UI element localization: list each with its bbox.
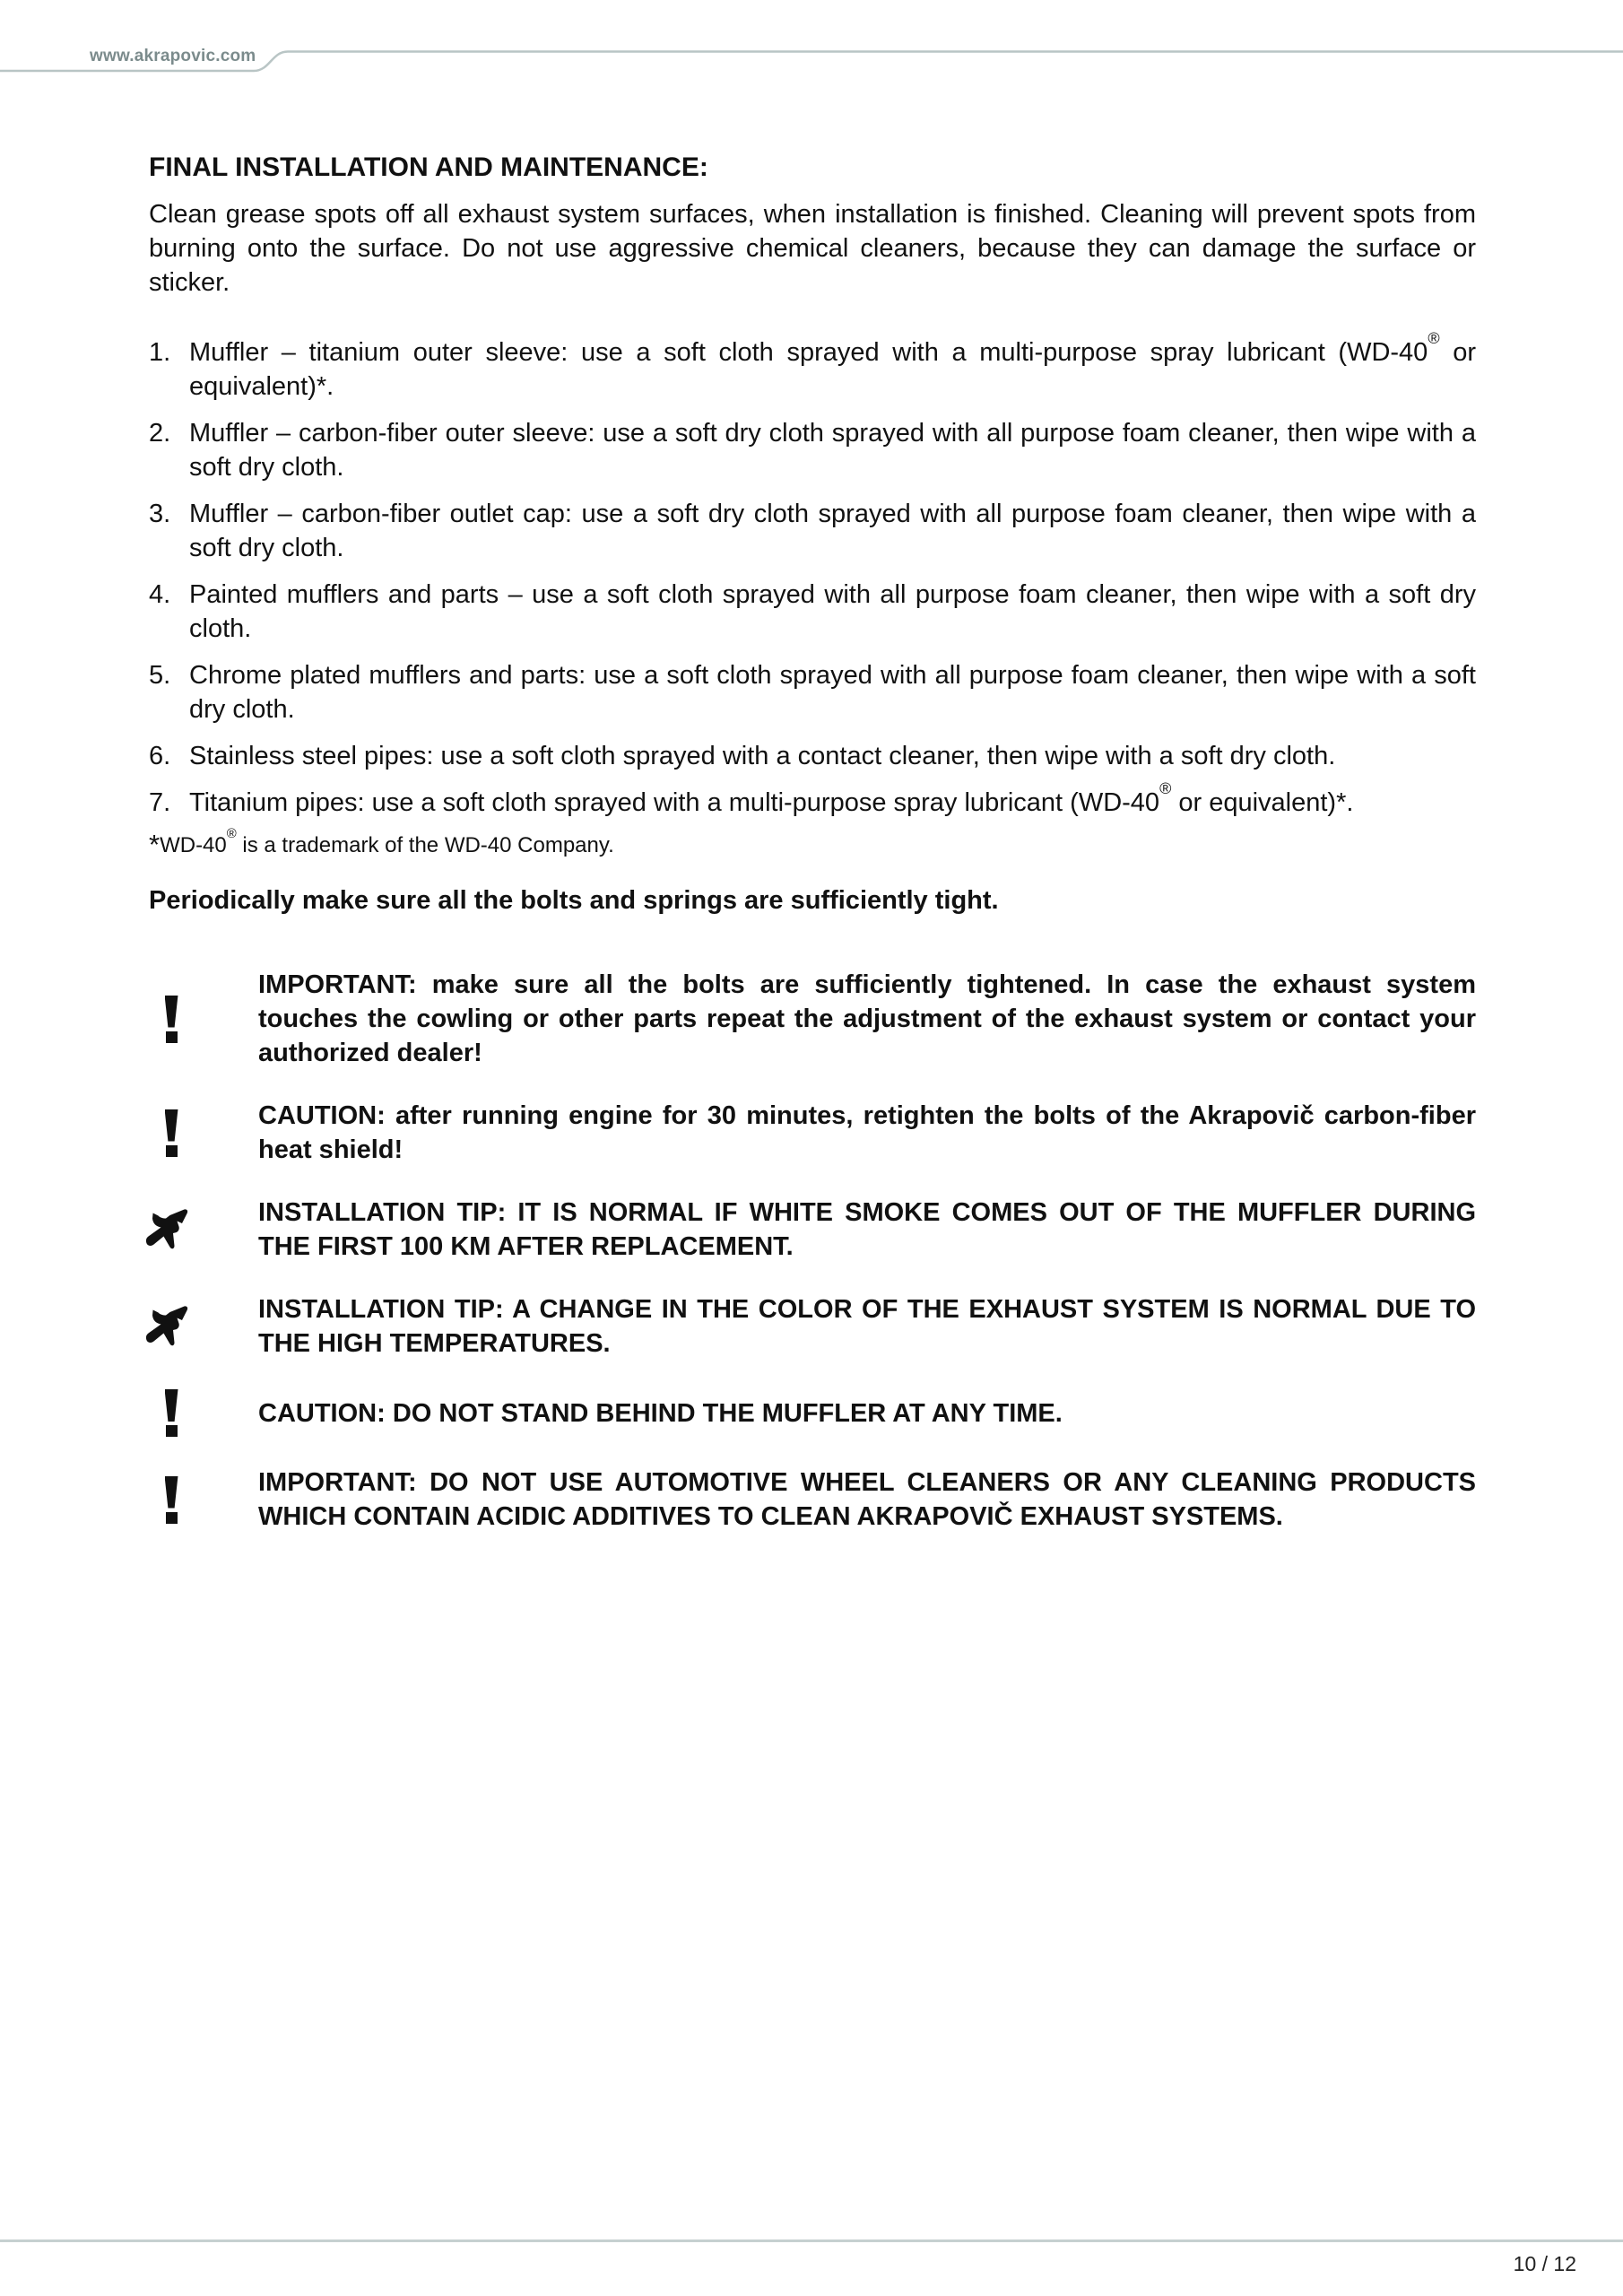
intro-paragraph: Clean grease spots off all exhaust system surfaces, when installation is finished. Cleaning will prevent spots from burning onto the surface. Do not use aggressive chemical cleaners, because they can damage the surface or sticker. bbox=[149, 200, 1476, 297]
page-content bbox=[149, 151, 1476, 1562]
tip-color-change bbox=[149, 1292, 1476, 1361]
list-item-text: Chrome plated mufflers and parts: use a soft cloth sprayed with all purpose foam cleaner, then wipe with a soft dry cloth. bbox=[189, 661, 1476, 724]
list-item bbox=[149, 658, 1476, 726]
warning-caution-behind-muffler bbox=[149, 1389, 1476, 1437]
list-item-text: Muffler – titanium outer sleeve: use a soft cloth sprayed with a multi-purpose spray lubricant (WD-40® or equivalent)*. bbox=[189, 329, 1476, 401]
section-title: FINAL INSTALLATION AND MAINTENANCE: bbox=[149, 152, 708, 182]
warning-caution-heatshield bbox=[149, 1099, 1476, 1167]
list-item bbox=[149, 416, 1476, 484]
asterisk: * bbox=[149, 829, 161, 860]
list-item-text: Painted mufflers and parts – use a soft cloth sprayed with all purpose foam cleaner, then wipe with a soft dry cloth. bbox=[189, 580, 1476, 643]
akrapovic-arrow-icon bbox=[145, 1208, 188, 1251]
warning-text: IMPORTANT: DO NOT USE AUTOMOTIVE WHEEL CLEANERS OR ANY CLEANING PRODUCTS WHICH CONTAIN ACIDIC ADDITIVES TO CLEAN AKRAPOVIČ EXHAUST SYSTEMS. bbox=[258, 1468, 1476, 1531]
list-item bbox=[149, 779, 1476, 820]
warning-text: CAUTION: DO NOT STAND BEHIND THE MUFFLER AT ANY TIME. bbox=[258, 1398, 1063, 1428]
list-item bbox=[149, 578, 1476, 646]
tip-text: INSTALLATION TIP: IT IS NORMAL IF WHITE SMOKE COMES OUT OF THE MUFFLER DURING THE FIRST 100 KM AFTER REPLACEMENT. bbox=[258, 1198, 1476, 1261]
page-number: 10 / 12 bbox=[1513, 2252, 1576, 2275]
list-item-text: Stainless steel pipes: use a soft cloth sprayed with a contact cleaner, then wipe with a soft dry cloth. bbox=[189, 742, 1336, 770]
list-item-number: 6. bbox=[149, 742, 171, 770]
periodic-check-note: Periodically make sure all the bolts and springs are sufficiently tight. bbox=[149, 886, 999, 915]
list-item bbox=[149, 739, 1476, 773]
list-item-number: 5. bbox=[149, 661, 171, 690]
header-website-url: www.akrapovic.com bbox=[90, 47, 256, 65]
list-item-number: 1. bbox=[149, 338, 171, 367]
warning-important-bolts bbox=[149, 968, 1476, 1070]
exclamation-icon bbox=[164, 1476, 178, 1524]
registered-trademark-symbol: ® bbox=[1428, 329, 1440, 348]
tip-text: INSTALLATION TIP: A CHANGE IN THE COLOR OF THE EXHAUST SYSTEM IS NORMAL DUE TO THE HIGH TEMPERATURES. bbox=[258, 1295, 1476, 1358]
footer-rule-line bbox=[0, 2239, 1623, 2242]
list-item-number: 4. bbox=[149, 580, 171, 609]
maintenance-list bbox=[149, 329, 1476, 820]
list-item-text: Muffler – carbon-fiber outlet cap: use a soft dry cloth sprayed with all purpose foam cleaner, then wipe with a soft dry cloth. bbox=[189, 500, 1476, 562]
list-item bbox=[149, 497, 1476, 565]
header-rule-line bbox=[0, 0, 1623, 90]
warning-text: CAUTION: after running engine for 30 minutes, retighten the bolts of the Akrapovič carbon-fiber heat shield! bbox=[258, 1101, 1476, 1164]
warning-text: IMPORTANT: make sure all the bolts are sufficiently tightened. In case the exhaust system touches the cowling or other parts repeat the adjustment of the exhaust system or contact your authorized dealer! bbox=[258, 970, 1476, 1067]
list-item-text: Muffler – carbon-fiber outer sleeve: use a soft dry cloth sprayed with all purpose foam cleaner, then wipe with a soft dry cloth. bbox=[189, 419, 1476, 482]
list-item-number: 2. bbox=[149, 419, 171, 448]
list-item-number: 3. bbox=[149, 500, 171, 528]
registered-trademark-symbol: ® bbox=[226, 827, 237, 842]
list-item-number: 7. bbox=[149, 788, 171, 817]
warning-important-cleaners bbox=[149, 1465, 1476, 1534]
trademark-footnote: *WD-40® is a trademark of the WD-40 Company. bbox=[149, 827, 614, 860]
akrapovic-arrow-icon bbox=[145, 1305, 188, 1348]
registered-trademark-symbol: ® bbox=[1159, 779, 1172, 798]
exclamation-icon bbox=[164, 1389, 178, 1437]
warning-blocks bbox=[149, 968, 1476, 1534]
tip-white-smoke bbox=[149, 1196, 1476, 1264]
list-item-text: Titanium pipes: use a soft cloth sprayed with a multi-purpose spray lubricant (WD-40® or equivalent)*. bbox=[189, 779, 1354, 817]
exclamation-icon bbox=[164, 996, 178, 1043]
exclamation-icon bbox=[164, 1109, 178, 1157]
list-item bbox=[149, 329, 1476, 404]
